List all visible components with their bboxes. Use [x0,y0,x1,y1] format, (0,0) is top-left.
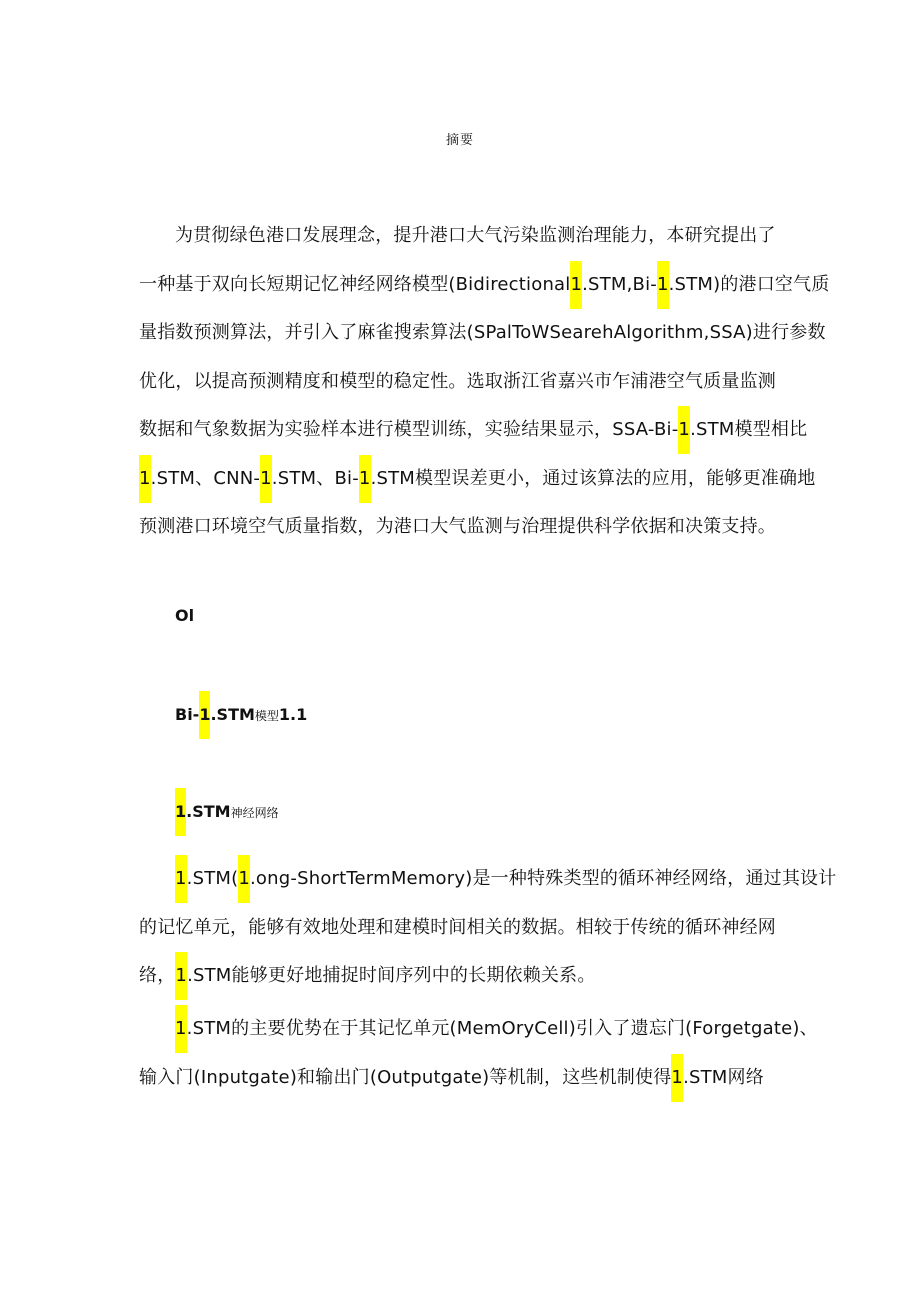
highlight: 1 [199,691,210,739]
highlight: 1 [175,855,187,903]
text-line: 的记忆单元，能够有效地处理和建模时间相关的数据。相较于传统的循环神经网 [139,916,776,938]
highlight: 1 [359,455,371,503]
text-line: 1.STM的主要优势在于其记忆单元(MemOryCell)引入了遗忘门(Forgetgate)、 [139,1005,799,1054]
abstract-paragraph [139,212,830,552]
text-line: 预测港口环境空气质量指数，为港口大气监测与治理提供科学依据和决策支持。 [139,516,776,537]
text-line: 数据和气象数据为实验样本进行模型训练，实验结果显示，SSA-Bi-1.STM模型相比 [139,406,799,455]
text-line: 优化，以提高预测精度和模型的稳定性。选取浙江省嘉兴市乍浦港空气质量监测 [139,370,776,392]
highlight: 1 [678,406,690,454]
text-line: 1.STM(1.ong-ShortTermMemory)是一种特殊类型的循环神经网络，通过其设计 [139,855,799,904]
lstm-advantage-paragraph [139,1005,818,1102]
highlight: 1 [238,855,250,903]
text-line: 一种基于双向长短期记忆神经网络模型(Bidirectional1.STM,Bi-1.STM)的港口空气质 [139,261,799,310]
section-heading-lstm: 1.STM神经网络 [175,800,279,824]
section-heading-01: Ol [175,606,195,625]
highlight: 1 [260,455,272,503]
highlight: 1 [175,788,186,836]
highlight: 1 [175,952,187,1000]
text-line: 1.STM、CNN-1.STM、Bi-1.STM模型误差更小，通过该算法的应用，能够更准确地 [139,455,799,504]
highlight: 1 [657,261,669,309]
text-line: 络，1.STM能够更好地捕捉时间序列中的长期依赖关系。 [139,952,799,1001]
highlight: 1 [671,1054,683,1102]
highlight: 1 [139,455,151,503]
abstract-title: 摘要 [445,133,474,148]
lstm-paragraph [139,855,837,1001]
highlight: 1 [570,261,582,309]
highlight: 1 [175,1005,187,1053]
text-line: 输入门(Inputgate)和输出门(Outputgate)等机制，这些机制使得1.STM网络 [139,1054,799,1103]
text-line: 量指数预测算法，并引入了麻雀搜索算法(SPalToWSearehAlgorithm,SSA)进行参数 [139,322,826,343]
section-heading-bilstm: Bi-1.STM模型1.1 [175,703,307,727]
text-line: 为贯彻绿色港口发展理念，提升港口大气污染监测治理能力，本研究提出了 [175,225,776,246]
